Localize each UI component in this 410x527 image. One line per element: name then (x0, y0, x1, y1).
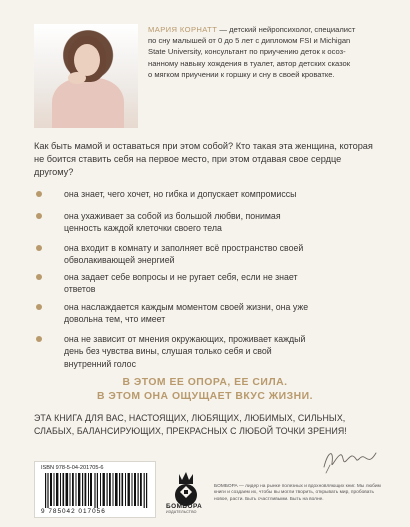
traits-list (34, 188, 384, 370)
trait-line: ответов (64, 284, 96, 295)
trait-line: она задает себе вопросы и не ругает себя, если не знает (64, 272, 298, 282)
intro-question: Как быть мамой и оставаться при этом собой? Кто такая эта женщина, которая не боится ставить себя на первое место, при этом отдавая свое сердце другому? (34, 141, 373, 177)
isbn-text: ISBN 978-5-04-201705-6 (41, 465, 104, 471)
bio-line: — детский нейропсихолог, специалист (219, 25, 356, 34)
barcode-bars-icon (41, 473, 151, 509)
bullet-dot-icon (36, 245, 42, 251)
bullet-dot-icon (36, 213, 42, 219)
trait-line: день без чувства вины, слушая только себя и свой (64, 346, 272, 357)
trait-line: она знает, чего хочет, но гибка и допускает компромиссы (64, 189, 297, 199)
bullet-dot-icon (36, 191, 42, 197)
bio-line: State University, консультант по приучению деток к осоз- (148, 47, 346, 57)
author-name: МАРИЯ КОРНАТТ (148, 25, 218, 34)
trait-line: довольна тем, что имеет (64, 314, 166, 325)
author-signature-icon (320, 445, 380, 475)
trait-item (34, 242, 384, 269)
author-photo (34, 24, 138, 128)
bullet-dot-icon (36, 274, 42, 280)
trait-line: внутренний голос (64, 358, 136, 369)
slogan-line-1: В ЭТОМ ЕЕ ОПОРА, ЕЕ СИЛА. (122, 377, 288, 388)
bio-line: по сну малышей от 0 до 5 лет с дипломом FSI и Michigan (148, 36, 351, 46)
trait-item (34, 210, 384, 236)
bio-line: о мягком приучении к горшку и сну в своей кроватке. (148, 69, 335, 79)
trait-line: она ухаживает за собой из большой любви, понимая (64, 211, 281, 221)
trait-line: обволакивающей энергией (64, 255, 175, 266)
trait-item (34, 333, 384, 370)
publisher-name: БОМБОРА (166, 503, 203, 510)
trait-line: она наслаждается каждым моментом своей жизни, она уже (64, 302, 309, 312)
trait-line: она входит в комнату и заполняет всё пространство своей (64, 243, 304, 253)
trait-item (34, 301, 384, 331)
bio-line: нанному навыку хождения в туалет, автор детских сказок (148, 58, 351, 68)
bullet-dot-icon (36, 304, 42, 310)
closing-statement: ЭТА КНИГА ДЛЯ ВАС, НАСТОЯЩИХ, ЛЮБЯЩИХ, ЛЮБИМЫХ, СИЛЬНЫХ, СЛАБЫХ, БАЛАНСИРУЮЩИХ, ПРЕКРАСНЫХ С ЛЮБОЙ ТОЧКИ ЗРЕНИЯ! (34, 413, 347, 436)
slogan-line-2: В ЭТОМ ОНА ОЩУЩАЕТ ВКУС ЖИЗНИ. (96, 391, 314, 402)
barcode (34, 461, 156, 518)
publisher-description: БОМБОРА — лидер на рынке полезных и вдохновляющих книг. Мы любим книги и создаем их, чтобы вы могли творить, открывать мир, пробовать новое, расти. Быть счастливыми. Быть на волне. (214, 484, 381, 502)
trait-item (34, 188, 384, 210)
trait-line: она не зависит от мнения окружающих, проживает каждый (64, 334, 306, 344)
bullet-dot-icon (36, 336, 42, 342)
publisher-subtitle: ИЗДАТЕЛЬСТВО (166, 510, 197, 514)
ean-digits: 9 785042 017056 (41, 508, 151, 515)
trait-item (34, 271, 384, 301)
author-bio (148, 24, 378, 80)
trait-line: ценность каждой клеточки своего тела (64, 223, 222, 234)
